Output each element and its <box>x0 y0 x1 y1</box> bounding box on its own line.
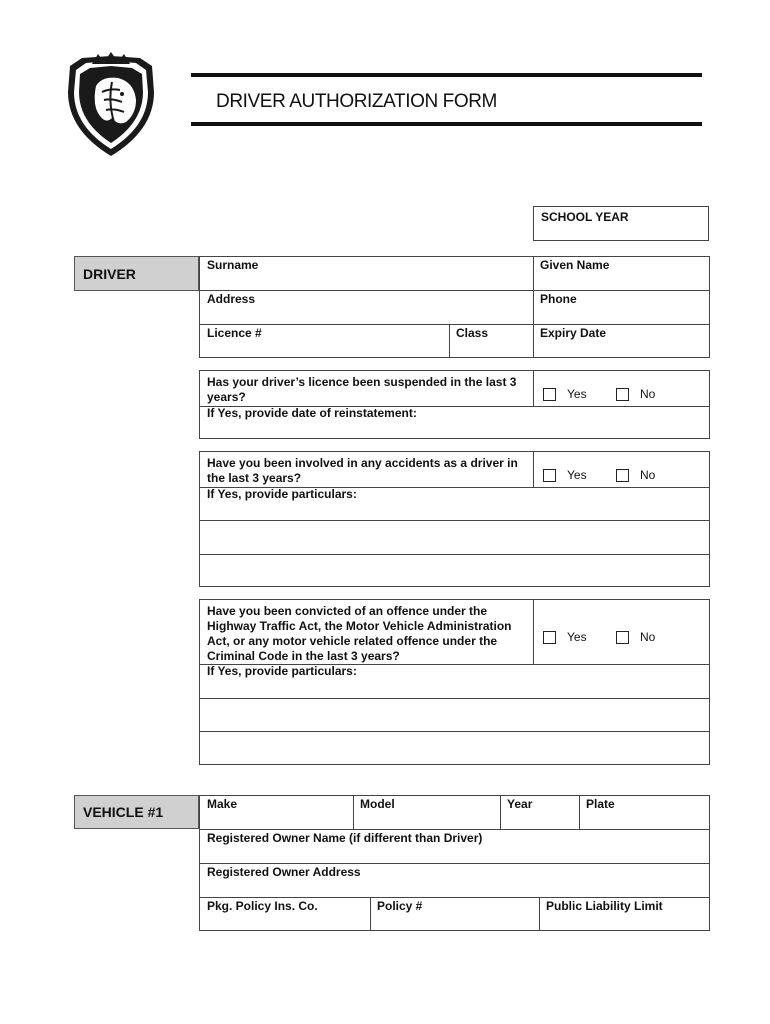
policy-company-field[interactable] <box>200 897 370 931</box>
convictions-particulars-field[interactable] <box>200 664 711 698</box>
question-suspension <box>199 370 710 439</box>
school-year-label: SCHOOL YEAR <box>541 210 629 224</box>
expiry-date-field[interactable] <box>533 324 711 358</box>
question-convictions-text: Have you been convicted of an offence under the Highway Traffic Act, the Motor Vehicle Administration Act, or any motor vehicle related offence under the Criminal Code in the last 3 years? <box>207 604 512 663</box>
liability-limit-field[interactable] <box>539 897 711 931</box>
title-top-rule <box>191 73 702 77</box>
model-label: Model <box>360 797 395 811</box>
phone-field[interactable] <box>533 290 711 324</box>
question-accidents <box>199 451 710 587</box>
vehicle-section-label: VEHICLE #1 <box>83 804 164 820</box>
licence-label: Licence # <box>207 326 262 340</box>
checkbox-icon[interactable] <box>543 388 556 401</box>
suspension-no-label: No <box>640 387 656 401</box>
address-field[interactable] <box>200 290 533 324</box>
accidents-yes-option[interactable] <box>543 468 587 482</box>
year-field[interactable] <box>500 796 579 829</box>
accidents-yes-label: Yes <box>567 468 587 482</box>
make-field[interactable] <box>200 796 353 829</box>
vehicle-section-tab <box>74 795 199 829</box>
surname-label: Surname <box>207 258 259 272</box>
convictions-yes-option[interactable] <box>543 630 587 644</box>
accidents-no-label: No <box>640 468 656 482</box>
plate-label: Plate <box>586 797 615 811</box>
question-convictions <box>199 599 710 765</box>
convictions-no-label: No <box>640 630 656 644</box>
owner-name-field[interactable] <box>200 829 711 863</box>
reinstatement-date-field[interactable] <box>200 406 711 439</box>
class-field[interactable] <box>449 324 533 358</box>
policy-number-field[interactable] <box>370 897 539 931</box>
title-bottom-rule <box>191 122 702 126</box>
accidents-particulars-field[interactable] <box>200 487 711 520</box>
accidents-no-option[interactable] <box>616 468 655 482</box>
lion-crest-icon <box>62 52 160 160</box>
checkbox-icon[interactable] <box>616 388 629 401</box>
suspension-yes-option[interactable] <box>543 387 587 401</box>
year-label: Year <box>507 797 533 811</box>
owner-address-label: Registered Owner Address <box>207 865 361 879</box>
make-label: Make <box>207 797 238 811</box>
accidents-particulars-label: If Yes, provide particulars: <box>207 487 357 501</box>
school-year-field[interactable] <box>533 206 709 241</box>
checkbox-icon[interactable] <box>543 631 556 644</box>
liability-limit-label: Public Liability Limit <box>546 899 663 913</box>
licence-field[interactable] <box>200 324 449 358</box>
convictions-no-option[interactable] <box>616 630 655 644</box>
class-label: Class <box>456 326 489 340</box>
checkbox-icon[interactable] <box>543 469 556 482</box>
accidents-particulars-line-3[interactable] <box>200 554 711 587</box>
phone-label: Phone <box>540 292 577 306</box>
policy-company-label: Pkg. Policy Ins. Co. <box>207 899 318 913</box>
owner-name-label: Registered Owner Name (if different than Driver) <box>207 831 483 845</box>
expiry-date-label: Expiry Date <box>540 326 607 340</box>
accidents-particulars-line-2[interactable] <box>200 520 711 554</box>
suspension-no-option[interactable] <box>616 387 655 401</box>
question-accidents-text: Have you been involved in any accidents as a driver in the last 3 years? <box>207 456 518 485</box>
question-suspension-text: Has your driver’s licence been suspended in the last 3 years? <box>207 375 517 404</box>
model-field[interactable] <box>353 796 500 829</box>
convictions-particulars-line-2[interactable] <box>200 698 711 731</box>
convictions-yes-label: Yes <box>567 630 587 644</box>
convictions-particulars-label: If Yes, provide particulars: <box>207 664 357 678</box>
surname-field[interactable] <box>200 257 533 290</box>
vehicle-info-table <box>199 795 710 931</box>
owner-address-field[interactable] <box>200 863 711 897</box>
driver-info-table <box>199 256 710 358</box>
driver-section-tab <box>74 256 199 291</box>
convictions-particulars-line-3[interactable] <box>200 731 711 765</box>
address-label: Address <box>207 292 256 306</box>
plate-field[interactable] <box>579 796 711 829</box>
reinstatement-label: If Yes, provide date of reinstatement: <box>207 406 417 420</box>
policy-number-label: Policy # <box>377 899 423 913</box>
checkbox-icon[interactable] <box>616 631 629 644</box>
given-name-field[interactable] <box>533 257 711 290</box>
suspension-yes-label: Yes <box>567 387 587 401</box>
checkbox-icon[interactable] <box>616 469 629 482</box>
given-name-label: Given Name <box>540 258 610 272</box>
driver-section-label: DRIVER <box>83 265 136 282</box>
page-title: DRIVER AUTHORIZATION FORM <box>216 91 497 112</box>
